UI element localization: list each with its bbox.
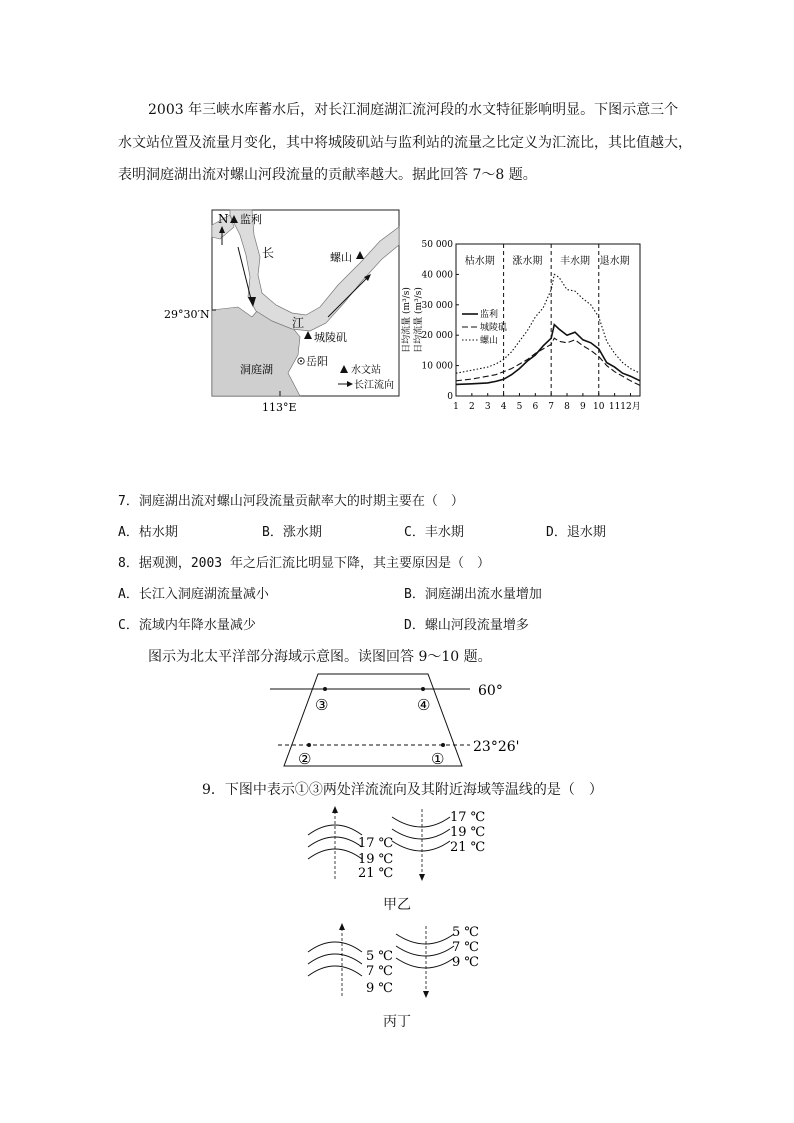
x-tick-label: 3 xyxy=(484,402,491,412)
bing-label-3: 9 ℃ xyxy=(366,981,393,996)
jia-label-2: 19 ℃ xyxy=(358,852,394,867)
intro-line-3: 表明洞庭湖出流对螺山河段流量的贡献率越大。据此回答 7～8 题。 xyxy=(118,167,537,183)
yi-label-3: 21 ℃ xyxy=(450,840,486,855)
period-label: 涨水期 xyxy=(512,256,543,267)
x-tick-label: 6 xyxy=(532,402,539,412)
x-tick-label: 12月 xyxy=(620,402,641,412)
y-axis-label-outer: 日均流量 (m³/s) xyxy=(402,287,412,353)
point-2: ② xyxy=(298,750,312,768)
q7-option-d: D．退水期 xyxy=(546,525,606,540)
y-tick-label: 10 000 xyxy=(421,361,453,372)
q7-option-c: C．丰水期 xyxy=(404,525,464,540)
x-tick-label: 7 xyxy=(548,402,555,412)
q8-option-a: A．长江入洞庭湖流量减小 xyxy=(118,587,269,602)
caption-bing-ding: 丙丁 xyxy=(383,1014,411,1030)
luoshan-label: 螺山 xyxy=(330,251,352,264)
ding-label-2: 7 ℃ xyxy=(452,940,479,955)
q7-option-b: B．涨水期 xyxy=(262,525,322,540)
chenglingji-label: 城陵矶 xyxy=(314,331,347,344)
lat60-label: 60° xyxy=(478,683,503,699)
x-tick-label: 10 xyxy=(593,402,605,412)
jia-label-1: 17 ℃ xyxy=(358,836,394,851)
flow-chart xyxy=(398,236,653,418)
point-1: ① xyxy=(431,750,445,768)
legend-station-label: 水文站 xyxy=(351,365,381,376)
isotherm-jia-yi xyxy=(300,805,500,885)
q7-option-a: A．枯水期 xyxy=(118,525,178,540)
x-tick-label: 11 xyxy=(608,402,621,412)
point-4: ④ xyxy=(417,696,431,714)
pacific-diagram xyxy=(270,668,540,772)
x-tick-label: 8 xyxy=(564,402,570,412)
caption-jia-yi: 甲乙 xyxy=(383,897,411,913)
dongting-label: 洞庭湖 xyxy=(240,363,273,376)
station-map xyxy=(160,205,405,420)
bing-label-1: 5 ℃ xyxy=(366,949,393,964)
jianli-label: 监利 xyxy=(240,213,262,226)
legend-label: 城陵矶 xyxy=(480,323,508,333)
yi-label-2: 19 ℃ xyxy=(450,825,486,840)
yueyang-label: 岳阳 xyxy=(306,355,328,368)
q8-option-d: D．螺山河段流量增多 xyxy=(404,618,529,633)
jia-label-3: 21 ℃ xyxy=(358,866,394,881)
chenglingji-station-icon xyxy=(304,331,312,339)
x-tick-label: 9 xyxy=(580,402,586,412)
intro-line-1: 2003 年三峡水库蓄水后，对长江洞庭湖汇流河段的水文特征影响明显。下图示意三个 xyxy=(148,102,679,118)
legend-flow-label: 长江流向 xyxy=(354,380,394,391)
series-line-监利 xyxy=(456,325,640,385)
intro-2: 图示为北太平洋部分海域示意图。读图回答 9～10 题。 xyxy=(148,649,492,665)
q7-stem: 7．洞庭湖出流对螺山河段流量贡献率大的时期主要在（ ） xyxy=(118,494,464,509)
y-tick-label: 20 000 xyxy=(421,331,453,342)
luoshan-station-icon xyxy=(356,251,364,259)
intro-line-2: 水文站位置及流量月变化，其中将城陵矶站与监利站的流量之比定义为汇流比，其比值越大， xyxy=(118,135,692,151)
q8-option-b: B．洞庭湖出流水量增加 xyxy=(404,587,542,602)
period-label: 枯水期 xyxy=(464,256,495,267)
q8-option-c: C．流域内年降水量减少 xyxy=(118,618,256,633)
jiang-label: 江 xyxy=(292,316,305,330)
longitude-label: 113°E xyxy=(262,401,297,414)
y-tick-label: 0 xyxy=(447,392,453,402)
bing-label-2: 7 ℃ xyxy=(366,964,393,979)
q9-stem: 9．下图中表示①③两处洋流流向及其附近海域等温线的是（ ） xyxy=(202,782,603,798)
legend-label: 监利 xyxy=(480,310,499,320)
x-tick-label: 5 xyxy=(516,402,523,412)
period-label: 丰水期 xyxy=(559,256,590,267)
period-label: 退水期 xyxy=(599,256,630,267)
chang-label: 长 xyxy=(262,246,275,260)
x-tick-label: 4 xyxy=(500,402,507,412)
tropic-label: 23°26' xyxy=(473,739,520,755)
x-tick-label: 1 xyxy=(453,402,459,412)
latitude-label: 29°30′N xyxy=(164,308,210,321)
ding-label-3: 9 ℃ xyxy=(452,955,479,970)
q8-stem: 8．据观测，2003 年之后汇流比明显下降，其主要原因是（ ） xyxy=(118,556,490,571)
y-tick-label: 40 000 xyxy=(421,270,453,281)
y-tick-label: 30 000 xyxy=(421,300,453,311)
legend-station-icon xyxy=(340,365,348,373)
y-axis-label-inner: 日均流量 (m³/s) xyxy=(414,287,424,353)
y-tick-label: 50 000 xyxy=(421,240,453,250)
ding-label-1: 5 ℃ xyxy=(452,925,479,940)
north-label: N xyxy=(218,212,229,226)
isotherm-bing-ding xyxy=(300,922,500,1002)
x-tick-label: 2 xyxy=(468,402,475,412)
legend-label: 螺山 xyxy=(480,336,499,346)
point-3: ③ xyxy=(315,696,329,714)
yi-label-1: 17 ℃ xyxy=(450,810,486,825)
